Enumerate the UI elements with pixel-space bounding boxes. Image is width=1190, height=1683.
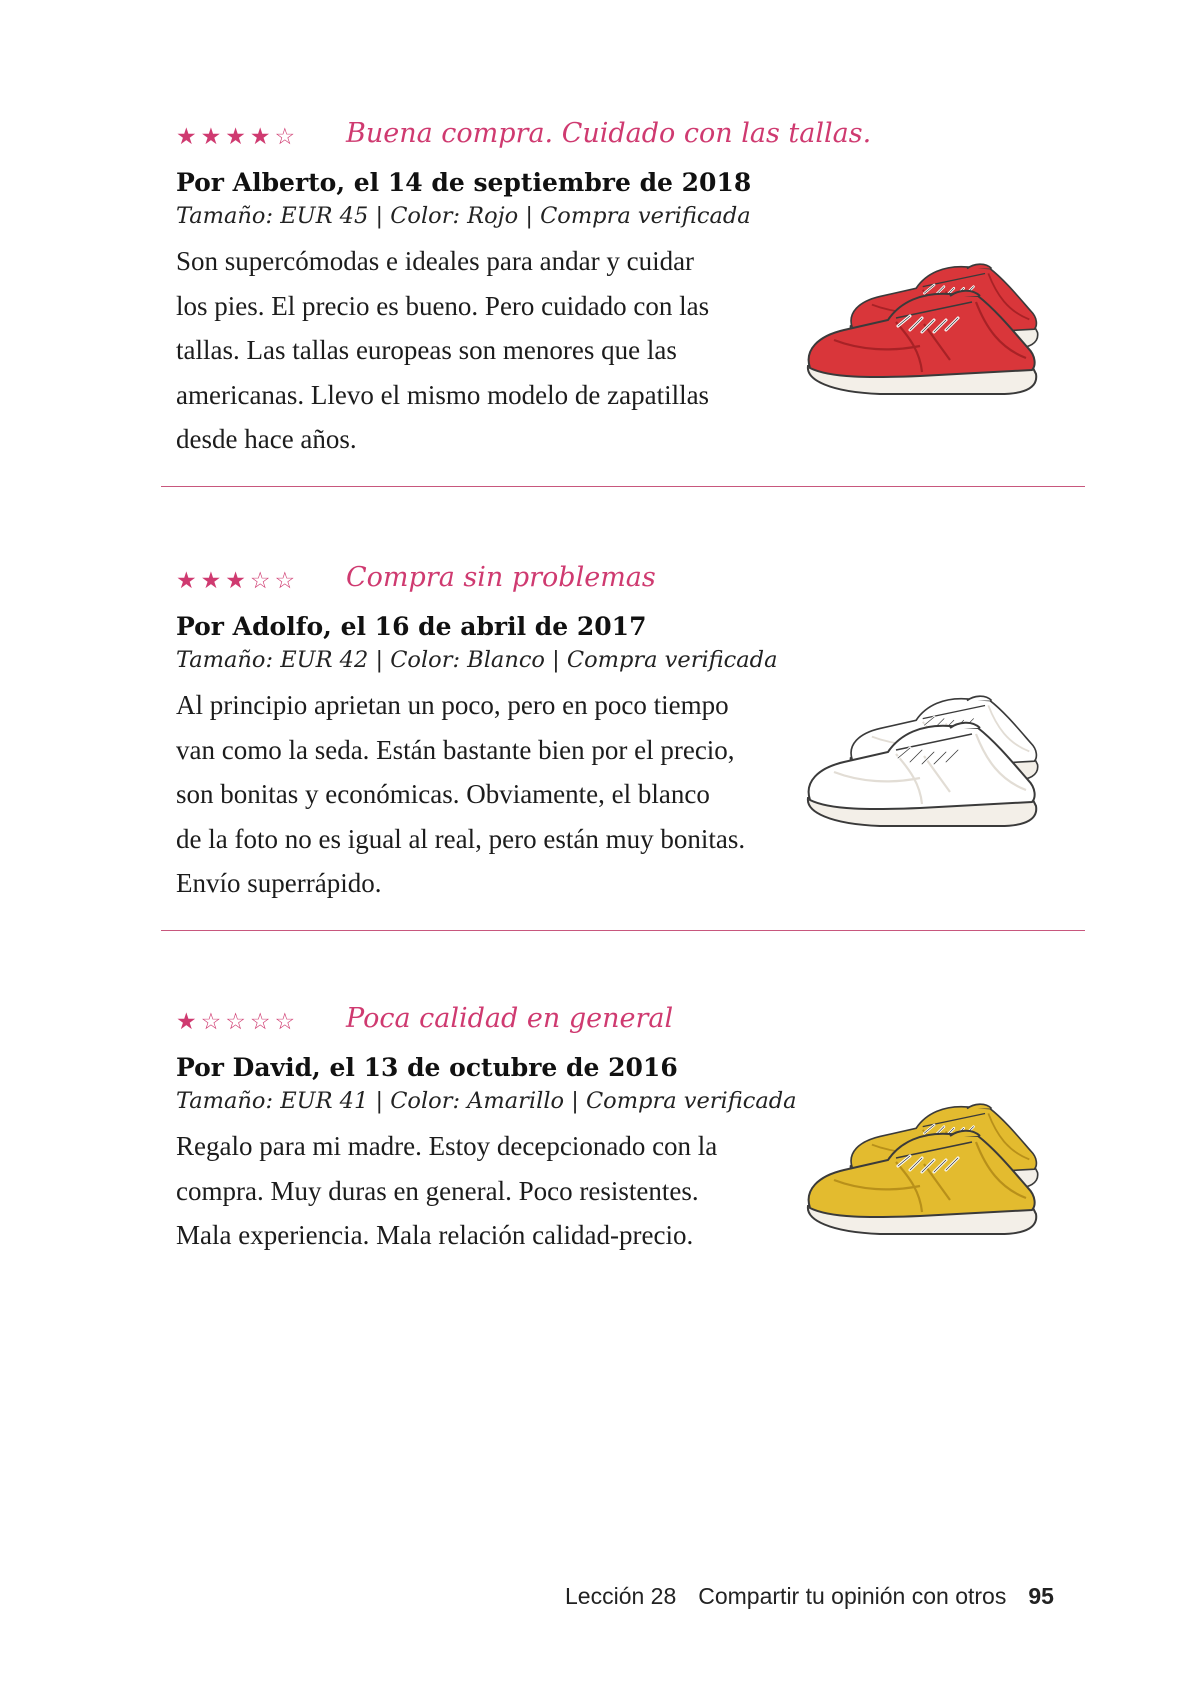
review-header [176,562,1086,610]
review-body-line: americanas. Llevo el mismo modelo de zapatillas [176,379,710,410]
review-body-line: compra. Muy duras en general. Poco resistentes. [176,1175,699,1206]
red-sneakers-icon-svg [798,258,1048,408]
review-meta: Tamaño: EUR 42 | Color: Blanco | Compra verificada [176,647,778,673]
review-header [176,118,1086,166]
review-body-line: de la foto no es igual al real, pero están muy bonitas. [176,823,746,854]
star-rating: ★☆☆☆☆ [176,1009,300,1035]
yellow-sneakers-icon-svg [798,1098,1048,1248]
review-body [176,239,776,462]
review-divider [161,486,1085,487]
review-body-line: los pies. El precio es bueno. Pero cuidado con las [176,290,710,321]
lesson-title: Compartir tu opinión con otros [698,1583,1007,1609]
review-body-line: Envío superrápido. [176,868,382,898]
review-body-line: Son supercómodas e ideales para andar y cuidar [176,246,695,276]
review-body-line: tallas. Las tallas europeas son menores que las [176,335,677,365]
review-author: Por Alberto, el 14 de septiembre de 2018 [176,168,752,197]
review-body-line: van como la seda. Están bastante bien por el precio, [176,734,735,765]
page-number: 95 [1028,1583,1054,1609]
review-body-line: Al principio aprietan un poco, pero en poco tiempo [176,690,729,720]
page-footer [565,1583,1054,1610]
review-body-line: Regalo para mi madre. Estoy decepcionado con la [176,1131,718,1161]
review-body-line: son bonitas y económicas. Obviamente, el blanco [176,779,710,809]
review-divider [161,930,1085,931]
review-body-line: Mala experiencia. Mala relación calidad-precio. [176,1220,694,1250]
review-body [176,1124,776,1258]
review-headline: Compra sin problemas [346,562,656,593]
red-sneakers-icon [798,258,1048,413]
star-rating: ★★★☆☆ [176,568,300,594]
review-headline: Poca calidad en general [346,1003,674,1034]
star-rating: ★★★★☆ [176,124,300,150]
review-meta: Tamaño: EUR 41 | Color: Amarillo | Compra verificada [176,1088,797,1114]
review-body-line: desde hace años. [176,424,357,454]
review-header [176,1003,1086,1051]
review-author: Por David, el 13 de octubre de 2016 [176,1053,678,1082]
review-headline: Buena compra. Cuidado con las tallas. [346,118,872,149]
review-author: Por Adolfo, el 16 de abril de 2017 [176,612,647,641]
review-meta: Tamaño: EUR 45 | Color: Rojo | Compra verificada [176,203,751,229]
white-sneakers-icon-svg [798,690,1048,840]
lesson-label: Lección 28 [565,1583,677,1609]
review-body [176,683,776,906]
yellow-sneakers-icon [798,1098,1048,1253]
white-sneakers-icon [798,690,1048,845]
